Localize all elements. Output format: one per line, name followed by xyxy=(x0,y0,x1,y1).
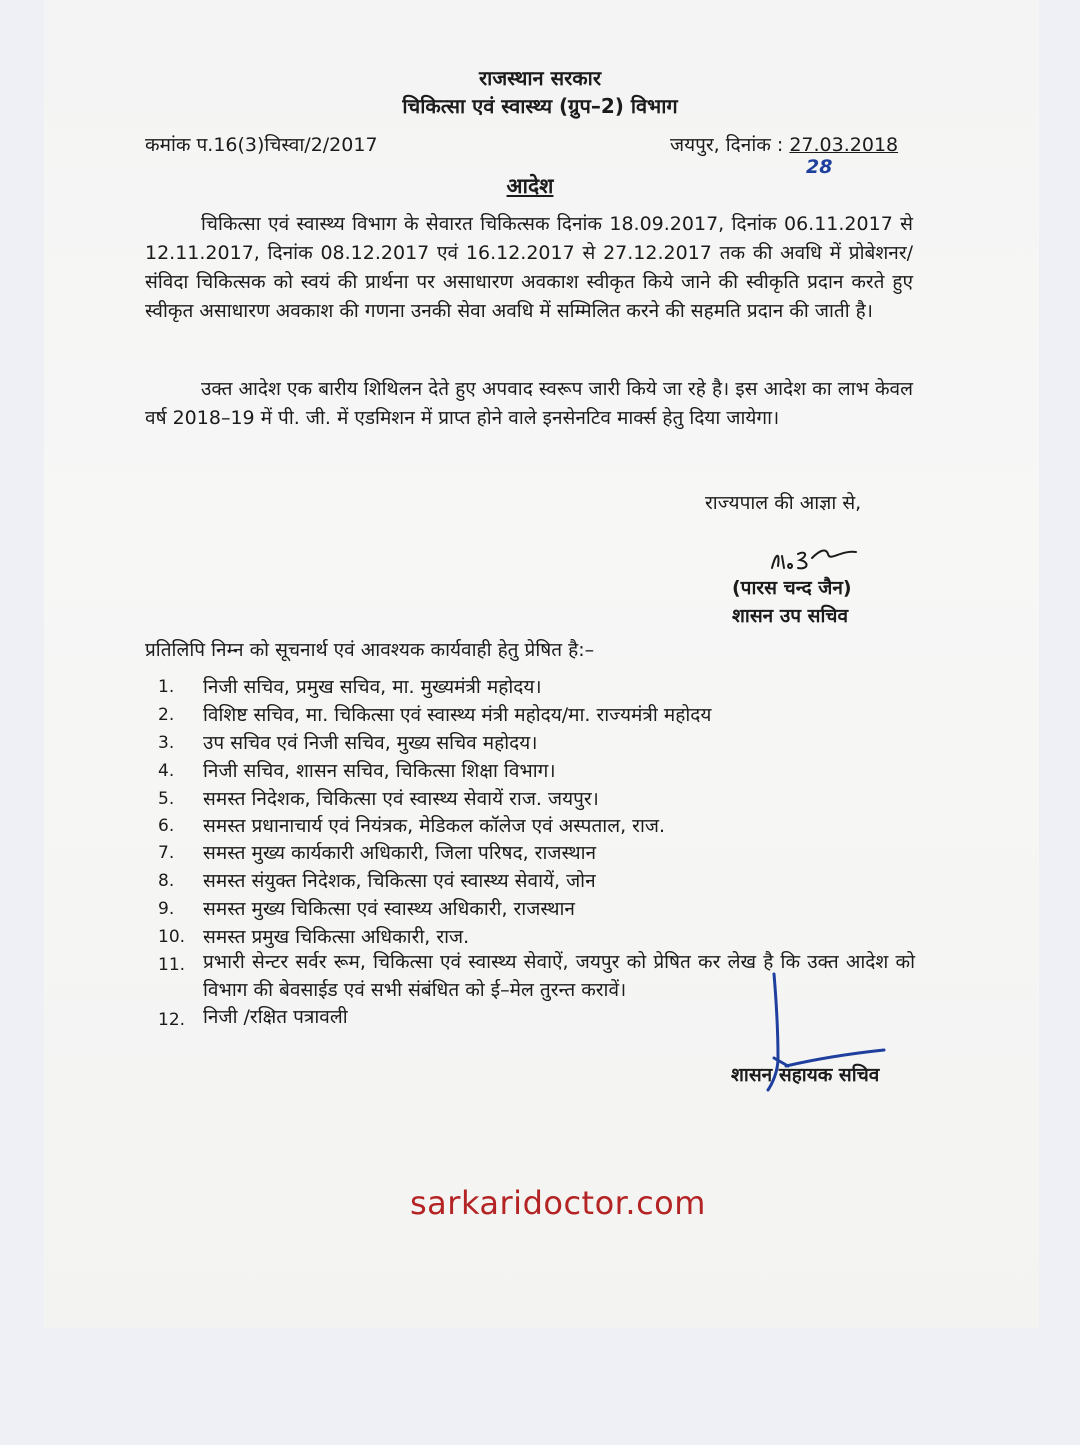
place-date xyxy=(670,131,898,157)
list-item-number: 1. xyxy=(158,677,175,697)
signatory-designation: शासन उप सचिव xyxy=(732,605,849,627)
list-item-number: 4. xyxy=(158,761,175,781)
list-item: समस्त निदेशक, चिकित्सा एवं स्वास्थ्य सेवायें राज. जयपुर। xyxy=(203,788,599,810)
list-item: समस्त प्रमुख चिकित्सा अधिकारी, राज. xyxy=(203,926,470,948)
list-item: समस्त मुख्य कार्यकारी अधिकारी, जिला परिषद, राजस्थान xyxy=(203,842,597,864)
list-item: समस्त प्रधानाचार्य एवं नियंत्रक, मेडिकल कॉलेज एवं अस्पताल, राज. xyxy=(203,815,665,837)
list-item: निजी सचिव, शासन सचिव, चिकित्सा शिक्षा विभाग। xyxy=(203,760,556,782)
list-item-number: 9. xyxy=(158,899,175,919)
list-item-number: 7. xyxy=(158,843,175,863)
list-item-number: 12. xyxy=(158,1010,186,1030)
order-title: आदेश xyxy=(506,174,554,198)
list-item: समस्त संयुक्त निदेशक, चिकित्सा एवं स्वास्थ्य सेवायें, जोन xyxy=(203,870,596,892)
government-heading: राजस्थान सरकार xyxy=(478,66,602,90)
reference-number: कमांक प.16(3)चिस्वा/2/2017 xyxy=(145,134,378,156)
authority-line: राज्यपाल की आज्ञा से, xyxy=(705,492,862,514)
handwritten-mark: 28 xyxy=(806,156,833,178)
distribution-intro: प्रतिलिपि निम्न को सूचनार्थ एवं आवश्यक कार्यवाही हेतु प्रेषित है:– xyxy=(145,639,595,661)
list-item-number: 6. xyxy=(158,816,175,836)
list-item: उप सचिव एवं निजी सचिव, मुख्य सचिव महोदय। xyxy=(203,732,538,754)
assistant-secretary-designation: शासन सहायक सचिव xyxy=(731,1064,880,1086)
list-item-number: 10. xyxy=(158,927,186,947)
list-item-number: 11. xyxy=(158,955,186,975)
list-item: प्रभारी सेन्टर सर्वर रूम, चिकित्सा एवं स्वास्थ्य सेवाऐं, जयपुर को प्रेषित कर लेख है कि उक्त आदेश को विभाग की बेवसाईड एवं सभी संबंधित को ई–मेल तुरन्त करावें। xyxy=(203,951,915,1001)
list-item: समस्त मुख्य चिकित्सा एवं स्वास्थ्य अधिकारी, राजस्थान xyxy=(203,898,575,920)
list-item: विशिष्ट सचिव, मा. चिकित्सा एवं स्वास्थ्य मंत्री महोदय/मा. राज्यमंत्री महोदय xyxy=(203,704,712,726)
list-item-number: 2. xyxy=(158,705,175,725)
list-item: निजी सचिव, प्रमुख सचिव, मा. मुख्यमंत्री महोदय। xyxy=(203,676,542,698)
website-watermark: sarkaridoctor.com xyxy=(410,1184,706,1222)
signatory-name: (पारस चन्द जैन) xyxy=(732,577,852,599)
list-item-number: 8. xyxy=(158,871,175,891)
list-item: निजी /रक्षित पत्रावली xyxy=(203,1006,348,1028)
list-item-number: 5. xyxy=(158,789,175,809)
body-paragraph-1: चिकित्सा एवं स्वास्थ्य विभाग के सेवारत चिकित्सक दिनांक 18.09.2017, दिनांक 06.11.2017 से 12.11.2017, दिनांक 08.12.2017 एवं 16.12.2017 से 27.12.2017 तक की अवधि में प्रोबेशनर/संविदा चिकित्सक को स्वयं की प्रार्थना पर असाधारण अवकाश स्वीकृत किये जाने की स्वीकृति प्रदान करते हुए स्वीकृत असाधारण अवकाश की गणना उनकी सेवा अवधि में सम्मिलित करने की सहमति प्रदान की जाती है। xyxy=(145,213,913,322)
order-date: 27.03.2018 xyxy=(789,134,899,156)
body-paragraph-2: उक्त आदेश एक बारीय शिथिलन देते हुए अपवाद स्वरूप जारी किये जा रहे है। इस आदेश का लाभ केवल वर्ष 2018–19 में पी. जी. में एडमिशन में प्राप्त होने वाले इनसेनटिव मार्क्स हेतु दिया जायेगा। xyxy=(145,378,913,429)
deputy-secretary-signature xyxy=(766,542,862,578)
list-item-number: 3. xyxy=(158,733,175,753)
place-date-label: जयपुर, दिनांक : xyxy=(670,134,784,156)
department-heading: चिकित्सा एवं स्वास्थ्य (ग्रुप–2) विभाग xyxy=(402,94,678,118)
